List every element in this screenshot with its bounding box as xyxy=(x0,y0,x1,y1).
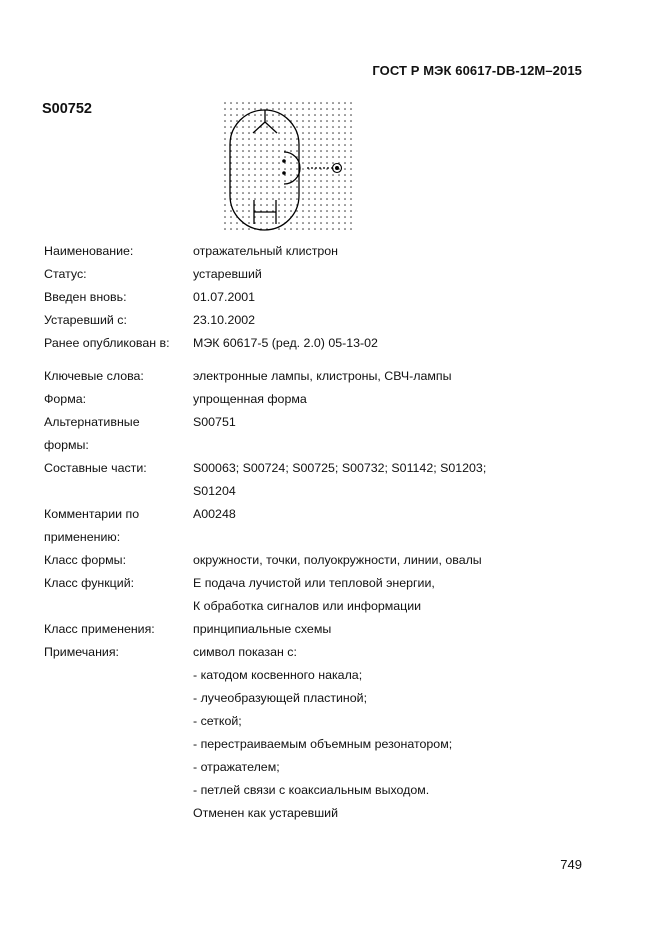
function-class-label: Класс функций: xyxy=(44,576,135,590)
shape-class-label: Класс формы: xyxy=(44,553,127,567)
introduced-value: 01.07.2001 xyxy=(193,290,256,304)
notes-line: Отменен как устаревший xyxy=(193,806,339,820)
alt-forms-label-line1: Альтернативные xyxy=(44,415,140,429)
notes-line: - сеткой; xyxy=(193,714,242,728)
name-value: отражательный клистрон xyxy=(193,244,339,258)
function-class-value-line2: К обработка сигналов или информации xyxy=(193,599,422,613)
reflex-klystron-symbol-icon xyxy=(222,100,354,232)
function-class-value-line1: Е подача лучистой или тепловой энергии, xyxy=(193,576,435,590)
keywords-value: электронные лампы, клистроны, СВЧ-лампы xyxy=(193,369,452,383)
notes-line: - лучеобразующей пластиной; xyxy=(193,691,368,705)
notes-line: - катодом косвенного накала; xyxy=(193,668,363,682)
published-value: МЭК 60617-5 (ред. 2.0) 05-13-02 xyxy=(193,336,378,350)
comments-value: А00248 xyxy=(193,507,236,521)
comments-label-line2: применению: xyxy=(44,530,121,544)
notes-line: - петлей связи с коаксиальным выходом. xyxy=(193,783,430,797)
page-number: 749 xyxy=(560,857,582,872)
application-class-label: Класс применения: xyxy=(44,622,155,636)
parts-value-line2: S01204 xyxy=(193,484,236,498)
status-label: Статус: xyxy=(44,267,87,281)
shape-class-value: окружности, точки, полуокружности, линии, овалы xyxy=(193,553,482,567)
name-label: Наименование: xyxy=(44,244,134,258)
form-value: упрощенная форма xyxy=(193,392,307,406)
parts-value-line1: S00063; S00724; S00725; S00732; S01142; S01203; xyxy=(193,461,487,475)
keywords-label: Ключевые слова: xyxy=(44,369,144,383)
notes-label: Примечания: xyxy=(44,645,119,659)
alt-forms-label-line2: формы: xyxy=(44,438,89,452)
notes-line: - отражателем; xyxy=(193,760,280,774)
obsolete-value: 23.10.2002 xyxy=(193,313,256,327)
status-value: устаревший xyxy=(193,267,262,281)
symbol-code: S00752 xyxy=(42,101,92,117)
introduced-label: Введен вновь: xyxy=(44,290,127,304)
application-class-value: принципиальные схемы xyxy=(193,622,332,636)
notes-line: - перестраиваемым объемным резонатором; xyxy=(193,737,453,751)
parts-label: Составные части: xyxy=(44,461,147,475)
comments-label-line1: Комментарии по xyxy=(44,507,140,521)
alt-forms-value: S00751 xyxy=(193,415,236,429)
standard-header: ГОСТ Р МЭК 60617-DB-12М–2015 xyxy=(372,63,582,78)
obsolete-label: Устаревший с: xyxy=(44,313,127,327)
form-label: Форма: xyxy=(44,392,87,406)
published-label: Ранее опубликован в: xyxy=(44,336,170,350)
notes-line: символ показан с: xyxy=(193,645,297,659)
